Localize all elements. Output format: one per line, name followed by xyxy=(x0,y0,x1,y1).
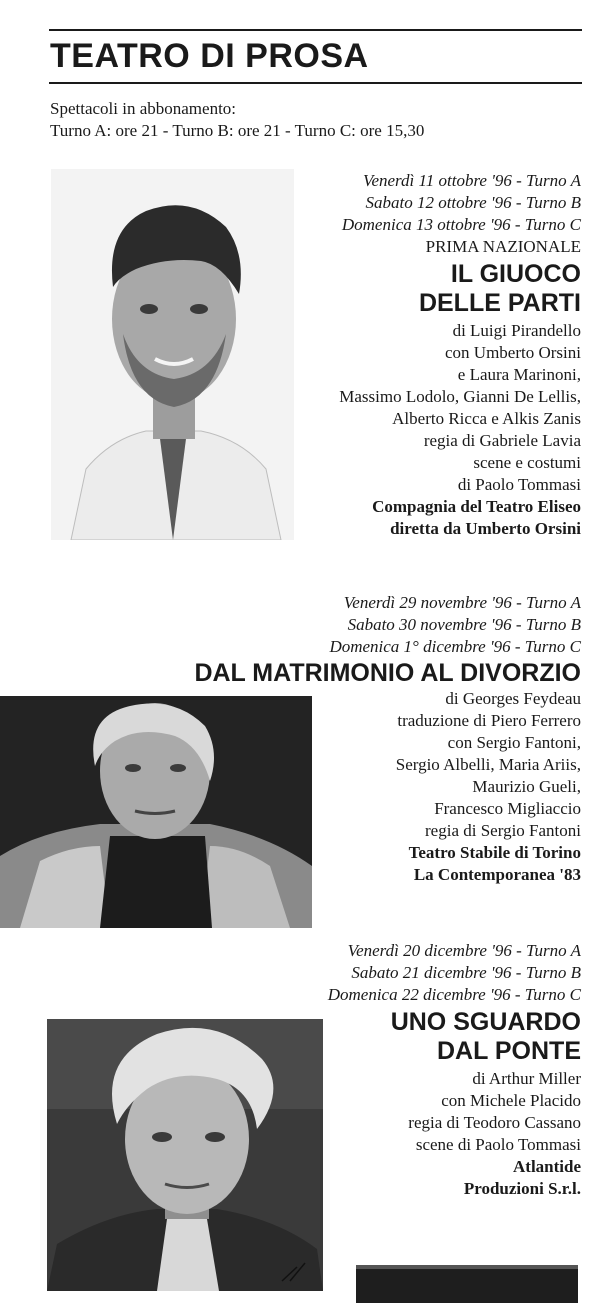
credit-line: e Laura Marinoni, xyxy=(457,365,581,384)
credit-line: regia di Teodoro Cassano xyxy=(408,1113,581,1132)
premiere-note: PRIMA NAZIONALE xyxy=(425,237,581,256)
company-line: Compagnia del Teatro Eliseo xyxy=(372,497,581,516)
credit-line: Alberto Ricca e Alkis Zanis xyxy=(392,409,581,428)
show-1-company xyxy=(339,496,581,540)
show-1-credits xyxy=(339,320,581,496)
show-3-dates xyxy=(328,940,581,1006)
photo-sergio-fantoni xyxy=(0,696,312,928)
credit-line: scene di Paolo Tommasi xyxy=(415,1135,581,1154)
credit-line: con Michele Placido xyxy=(441,1091,581,1110)
title-line: DELLE PARTI xyxy=(418,289,581,317)
date-line: Domenica 13 ottobre '96 - Turno C xyxy=(341,215,581,234)
date-line: Venerdì 29 novembre '96 - Turno A xyxy=(343,593,581,612)
date-line: Sabato 30 novembre '96 - Turno B xyxy=(347,615,581,634)
show-3-title xyxy=(328,1008,581,1066)
show-3-info xyxy=(328,940,581,1200)
show-1-title xyxy=(339,260,581,318)
credit-line: di Georges Feydeau xyxy=(445,689,581,708)
show-2-credits xyxy=(396,688,581,842)
date-line: Domenica 1° dicembre '96 - Turno C xyxy=(329,637,581,656)
intro-line: Turno A: ore 21 - Turno B: ore 21 - Turno C: ore 15,30 xyxy=(50,121,425,140)
show-2-title: DAL MATRIMONIO AL DIVORZIO xyxy=(194,659,581,687)
credit-line: Massimo Lodolo, Gianni De Lellis, xyxy=(339,387,581,406)
show-2-company xyxy=(396,842,581,886)
company-line: diretta da Umberto Orsini xyxy=(390,519,581,538)
credit-line: Francesco Migliaccio xyxy=(434,799,581,818)
credit-line: di Arthur Miller xyxy=(472,1069,581,1088)
company-line: Teatro Stabile di Torino xyxy=(408,843,581,862)
company-line: Atlantide xyxy=(513,1157,581,1176)
show-3-company xyxy=(328,1156,581,1200)
show-1-dates xyxy=(339,170,581,236)
intro-line: Spettacoli in abbonamento: xyxy=(50,99,237,118)
date-line: Venerdì 20 dicembre '96 - Turno A xyxy=(347,941,581,960)
show-2-info xyxy=(396,688,581,886)
credit-line: regia di Sergio Fantoni xyxy=(425,821,581,840)
company-line: Produzioni S.r.l. xyxy=(463,1179,581,1198)
title-line: DAL PONTE xyxy=(437,1037,581,1065)
photo-michele-placido xyxy=(47,1019,323,1291)
photo-umberto-orsini xyxy=(51,169,294,540)
credit-line: di Paolo Tommasi xyxy=(457,475,581,494)
credit-line: con Umberto Orsini xyxy=(445,343,581,362)
date-line: Venerdì 11 ottobre '96 - Turno A xyxy=(362,171,581,190)
credit-line: con Sergio Fantoni, xyxy=(447,733,581,752)
date-line: Sabato 12 ottobre '96 - Turno B xyxy=(365,193,581,212)
show-2-dates xyxy=(329,592,581,658)
top-rule xyxy=(49,29,582,31)
title-line: IL GIUOCO xyxy=(450,260,581,288)
company-line: La Contemporanea '83 xyxy=(413,865,581,884)
show-1-info xyxy=(339,170,581,540)
show-3-credits xyxy=(328,1068,581,1156)
credit-line: scene e costumi xyxy=(473,453,581,472)
credit-line: regia di Gabriele Lavia xyxy=(423,431,581,450)
title-underline xyxy=(49,82,582,84)
photo-next-partial xyxy=(356,1265,578,1303)
section-title: TEATRO DI PROSA xyxy=(50,37,369,75)
title-line: UNO SGUARDO xyxy=(390,1008,581,1036)
credit-line: Sergio Albelli, Maria Ariis, xyxy=(395,755,581,774)
date-line: Sabato 21 dicembre '96 - Turno B xyxy=(351,963,581,982)
credit-line: traduzione di Piero Ferrero xyxy=(397,711,581,730)
credit-line: di Luigi Pirandello xyxy=(452,321,581,340)
credit-line: Maurizio Gueli, xyxy=(472,777,581,796)
date-line: Domenica 22 dicembre '96 - Turno C xyxy=(327,985,581,1004)
intro-text xyxy=(50,98,424,142)
